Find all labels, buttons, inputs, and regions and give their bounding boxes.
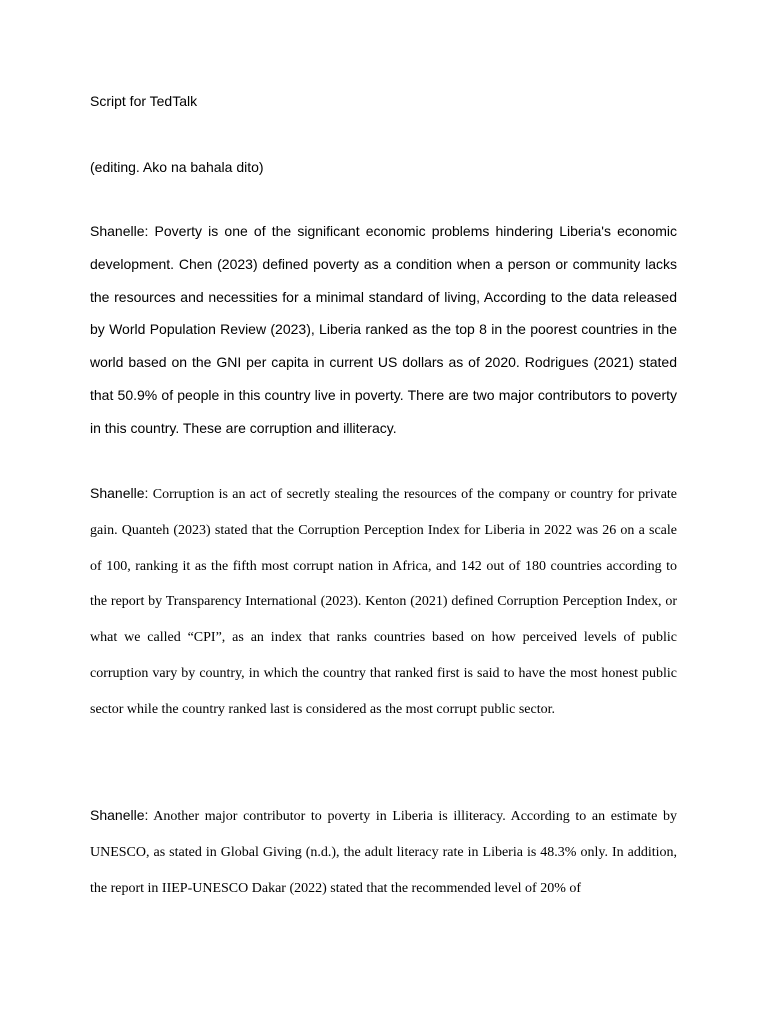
speaker-label: Shanelle: <box>90 485 149 501</box>
paragraph-corruption <box>90 476 677 728</box>
paragraph-text: Poverty is one of the significant economic problems hindering Liberia's economic development. Chen (2023) defined poverty as a condition when a person or community lacks the resources and necessities for a minimal standard of living, According to the data released by World Population Review (2023), Liberia ranked as the top 8 in the poorest countries in the world based on the GNI per capita in current US dollars as of 2020. Rodrigues (2021) stated that 50.9% of people in this country live in poverty. There are two major contributors to poverty in this country. These are corruption and illiteracy. <box>90 223 678 436</box>
document-title: Script for TedTalk <box>90 93 198 109</box>
paragraph-text: Another major contributor to poverty in Liberia is illiteracy. According to an estimate by UNESCO, as stated in Global Giving (n.d.), the adult literacy rate in Liberia is 48.3% only. In addition, the report in IIEP-UNESCO Dakar (2022) stated that the recommended level of 20% of <box>90 809 677 896</box>
speaker-label: Shanelle: <box>90 807 149 823</box>
paragraph-illiteracy <box>90 798 677 906</box>
editing-note: (editing. Ako na bahala dito) <box>90 159 264 175</box>
paragraph-text: Corruption is an act of secretly stealing the resources of the company or country for private gain. Quanteh (2023) stated that the Corruption Perception Index for Liberia in 2022 was 26 on a scale of 100, ranking it as the fifth most corrupt nation in Africa, and 142 out of 180 countries according to the report by Transparency International (2023). Kenton (2021) defined Corruption Perception Index, or what we called “CPI”, as an index that ranks countries based on how perceived levels of public corruption vary by country, in which the country that ranked first is said to have the most honest public sector while the country ranked last is considered as the most corrupt public sector. <box>90 487 678 717</box>
speaker-label: Shanelle: <box>90 223 149 239</box>
paragraph-poverty <box>90 215 677 445</box>
